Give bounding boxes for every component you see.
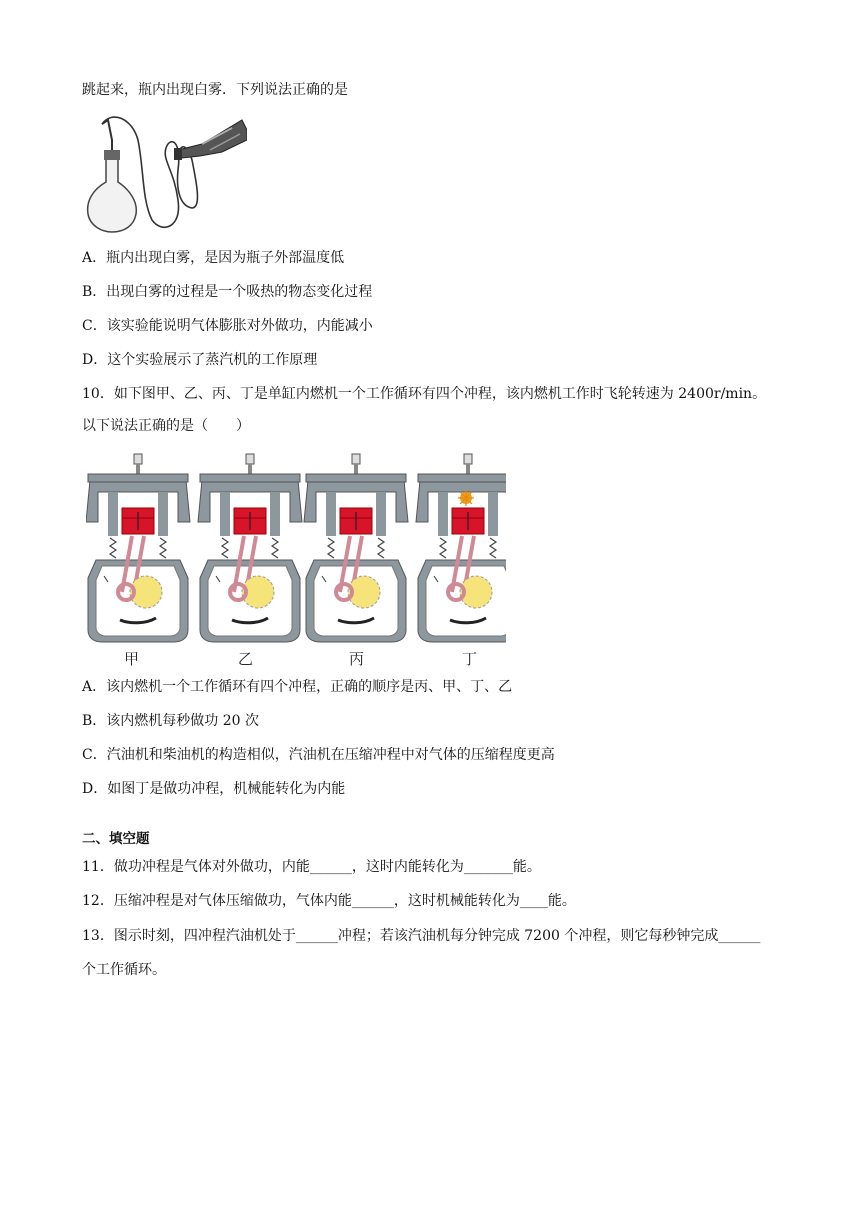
q10-option-d: D．如图丁是做功冲程，机械能转化为内能	[82, 781, 346, 797]
q9-option-c: C．该实验能说明气体膨胀对外做功，内能减小	[82, 318, 373, 334]
engine-strokes-svg	[86, 452, 506, 647]
q10-stem-line2: 以下说法正确的是（ ）	[82, 418, 250, 434]
q9-option-d: D．这个实验展示了蒸汽机的工作原理	[82, 352, 318, 368]
section-title-fill-blank: 二、填空题	[82, 831, 150, 847]
q13-line1: 13．图示时刻，四冲程汽油机处于______冲程；若该汽油机每分钟完成 7200 个冲程，则它每秒钟完成______	[82, 928, 761, 944]
engine-label-yi: 乙	[238, 650, 254, 668]
flask-pump-figure	[82, 110, 247, 235]
q10-stem-line1: 10．如下图甲、乙、丙、丁是单缸内燃机一个工作循环有四个冲程，该内燃机工作时飞轮转速为 2400r/min。	[82, 386, 767, 402]
q11: 11．做功冲程是气体对外做功，内能______，这时内能转化为_______能。	[82, 859, 541, 875]
spark-burst-icon	[458, 490, 474, 506]
q10-option-b: B．该内燃机每秒做功 20 次	[82, 713, 260, 729]
q10-option-c: C．汽油机和柴油机的构造相似，汽油机在压缩冲程中对气体的压缩程度更高	[82, 747, 555, 763]
q9-option-b: B．出现白雾的过程是一个吸热的物态变化过程	[82, 284, 373, 300]
q12: 12．压缩冲程是对气体压缩做功，气体内能______，这时机械能转化为____能。	[82, 893, 576, 909]
engine-label-bing: 丙	[349, 650, 365, 668]
q10-option-a: A．该内燃机一个工作循环有四个冲程，正确的顺序是丙、甲、丁、乙	[82, 679, 513, 695]
engine-label-ding: 丁	[462, 650, 478, 668]
engine-diagrams	[86, 452, 506, 647]
intro-line: 跳起来，瓶内出现白雾．下列说法正确的是	[82, 82, 348, 98]
q9-option-a: A．瓶内出现白雾，是因为瓶子外部温度低	[82, 250, 345, 266]
engine-label-jia: 甲	[124, 650, 140, 668]
q13-line2: 个工作循环。	[82, 962, 166, 978]
